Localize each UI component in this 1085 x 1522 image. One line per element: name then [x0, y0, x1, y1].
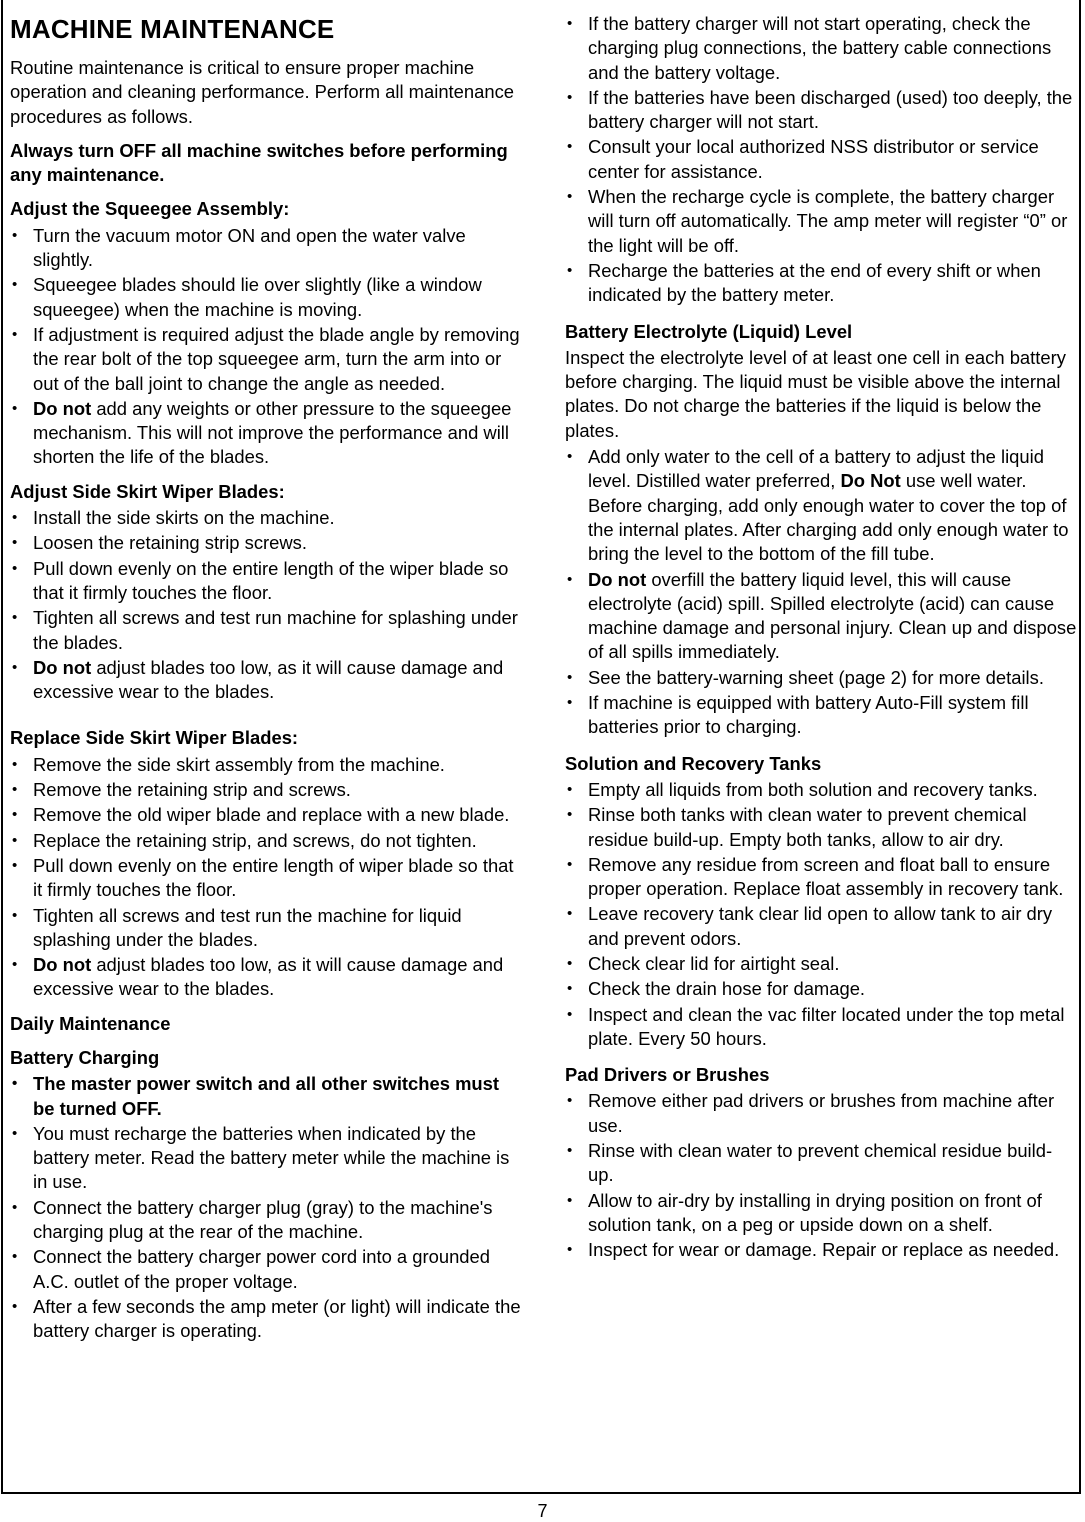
battery-charging-heading: Battery Charging	[10, 1046, 160, 1068]
list-item: • The master power switch and all other switches must be turned OFF.	[10, 1072, 525, 1121]
pads-heading: Pad Drivers or Brushes	[565, 1064, 770, 1086]
list-item	[565, 568, 1077, 665]
battery-charging-list	[10, 1072, 525, 1343]
list-item-text: adjust blades too low, as it will cause damage and excessive wear to the blades.	[33, 954, 504, 1000]
list-item	[10, 953, 525, 1002]
list-item: • Inspect and clean the vac filter located under the top metal plate. Every 50 hours.	[565, 1003, 1077, 1052]
list-item: • Turn the vacuum motor ON and open the water valve slightly.	[10, 224, 525, 273]
list-item: • If the batteries have been discharged (used) too deeply, the battery charger will not start.	[565, 86, 1077, 135]
do-not-label: Do not	[33, 656, 92, 678]
list-item: • Rinse with clean water to prevent chemical residue build-up.	[565, 1139, 1077, 1188]
list-item: • Tighten all screws and test run the machine for liquid splashing under the blades.	[10, 904, 525, 953]
list-item: • After a few seconds the amp meter (or light) will indicate the battery charger is operating.	[10, 1295, 525, 1344]
left-column	[10, 0, 525, 1354]
list-item: • Replace the retaining strip, and screws, do not tighten.	[10, 829, 525, 853]
list-item	[565, 445, 1077, 566]
daily-maintenance-heading: Daily Maintenance	[10, 1012, 171, 1034]
tanks-list	[565, 778, 1077, 1051]
list-item: • Check clear lid for airtight seal.	[565, 952, 1077, 976]
list-item: • If adjustment is required adjust the blade angle by removing the rear bolt of the top squeegee arm, turn the arm into or out of the ball joint to change the angle as needed.	[10, 323, 525, 396]
page-title: MACHINE MAINTENANCE	[10, 14, 335, 44]
electrolyte-intro: Inspect the electrolyte level of at least one cell in each battery before charging. The liquid must be visible above the internal plates. Do not charge the batteries if the liquid is below the plates.	[565, 346, 1066, 441]
squeegee-heading: Adjust the Squeegee Assembly:	[10, 198, 290, 220]
list-item: • Connect the battery charger power cord into a grounded A.C. outlet of the proper voltage.	[10, 1245, 525, 1294]
list-item: • Rinse both tanks with clean water to prevent chemical residue build-up. Empty both tanks, allow to air dry.	[565, 803, 1077, 852]
list-item-text: overfill the battery liquid level, this will cause electrolyte (acid) spill. Spilled electrolyte (acid) can cause machine damage and personal injury. Clean up and dispose of all spills immediately.	[588, 568, 1077, 663]
list-item-text: use well water. Before charging, add only enough water to cover the top of the internal plates. After charging add only enough water to bring the level to the bottom of the fill tube.	[588, 470, 1069, 565]
list-item: • Pull down evenly on the entire length of wiper blade so that it firmly touches the floor.	[10, 854, 525, 903]
list-item: • Connect the battery charger plug (gray) to the machine's charging plug at the rear of the machine.	[10, 1196, 525, 1245]
list-item: • Loosen the retaining strip screws.	[10, 531, 525, 555]
list-item: • When the recharge cycle is complete, the battery charger will turn off automatically. The amp meter will register “0” or the light will be off.	[565, 185, 1077, 258]
side-skirt-list	[10, 506, 525, 704]
do-not-label: Do Not	[840, 470, 901, 492]
list-item: • Remove the retaining strip and screws.	[10, 778, 525, 802]
charging-continued-list	[565, 12, 1077, 308]
side-skirt-heading: Adjust Side Skirt Wiper Blades:	[10, 480, 285, 502]
list-item: • Recharge the batteries at the end of every shift or when indicated by the battery meter.	[565, 259, 1077, 308]
list-item-text: adjust blades too low, as it will cause damage and excessive wear to the blades.	[33, 656, 504, 703]
right-column	[565, 12, 1077, 1273]
replace-list	[10, 753, 525, 1002]
do-not-label: Do not	[33, 954, 92, 976]
list-item	[10, 656, 525, 705]
electrolyte-list	[565, 445, 1077, 740]
list-item: • Empty all liquids from both solution and recovery tanks.	[565, 778, 1077, 802]
list-item-text: add any weights or other pressure to the squeegee mechanism. This will not improve the performance and will shorten the life of the blades.	[33, 397, 512, 468]
list-item: • You must recharge the batteries when indicated by the battery meter. Read the battery meter while the machine is in use.	[10, 1122, 525, 1195]
list-item: • Allow to air-dry by installing in drying position on front of solution tank, on a peg or upside down on a shelf.	[565, 1189, 1077, 1238]
spacer	[10, 714, 525, 726]
squeegee-list	[10, 224, 525, 470]
do-not-label: Do not	[33, 397, 92, 419]
list-item-text: Add only water to the cell of a battery to adjust the liquid level. Distilled water preferred,	[588, 446, 1044, 492]
list-item: • Remove either pad drivers or brushes from machine after use.	[565, 1089, 1077, 1138]
list-item: • Leave recovery tank clear lid open to allow tank to air dry and prevent odors.	[565, 902, 1077, 951]
pads-list	[565, 1089, 1077, 1262]
replace-heading: Replace Side Skirt Wiper Blades:	[10, 727, 299, 749]
list-item: • If machine is equipped with battery Auto-Fill system fill batteries prior to charging.	[565, 691, 1077, 740]
list-item: • Check the drain hose for damage.	[565, 977, 1077, 1001]
list-item: • Tighten all screws and test run machine for splashing under the blades.	[10, 606, 525, 655]
intro-paragraph: Routine maintenance is critical to ensure proper machine operation and cleaning performance. Perform all maintenance procedures as follows.	[10, 57, 514, 127]
list-item: • Install the side skirts on the machine.	[10, 506, 525, 530]
list-item: • Remove any residue from screen and float ball to ensure proper operation. Replace float assembly in recovery tank.	[565, 853, 1077, 902]
do-not-label: Do not	[588, 568, 647, 590]
safety-warning: Always turn OFF all machine switches before performing any maintenance.	[10, 139, 508, 186]
list-item	[10, 397, 525, 470]
list-item: • Pull down evenly on the entire length of the wiper blade so that it firmly touches the floor.	[10, 557, 525, 606]
list-item: • Inspect for wear or damage. Repair or replace as needed.	[565, 1238, 1077, 1262]
electrolyte-heading: Battery Electrolyte (Liquid) Level	[565, 320, 853, 342]
list-item: • If the battery charger will not start operating, check the charging plug connections, the battery cable connections and the battery voltage.	[565, 12, 1077, 85]
list-item: • See the battery-warning sheet (page 2) for more details.	[565, 666, 1077, 690]
list-item: • Remove the old wiper blade and replace with a new blade.	[10, 803, 525, 827]
list-item: • Consult your local authorized NSS distributor or service center for assistance.	[565, 135, 1077, 184]
page-number: 7	[537, 1501, 548, 1521]
list-item: • Squeegee blades should lie over slightly (like a window squeegee) when the machine is moving.	[10, 273, 525, 322]
list-item: • Remove the side skirt assembly from the machine.	[10, 753, 525, 777]
tanks-heading: Solution and Recovery Tanks	[565, 752, 822, 774]
